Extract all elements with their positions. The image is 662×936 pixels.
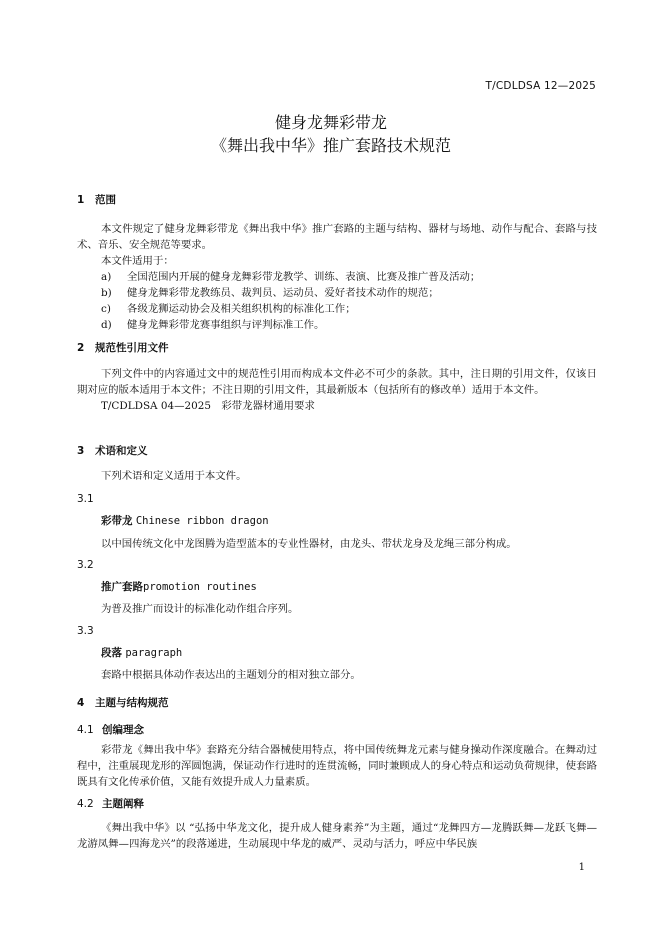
term-zh: 推广套路 xyxy=(101,581,143,593)
section-heading: 2 规范性引用文件 xyxy=(77,342,169,354)
section-1-body xyxy=(77,221,597,333)
paragraph: 彩带龙《舞出我中华》套路充分结合器械使用特点，将中国传统舞龙元素与健身操动作深度融合。在舞动过程中，注重展现龙形的浑圆饱满，保证动作行进时的连贯流畅，同时兼顾成人的身心特点和运动负荷规律，使套路既具有文化传承价值，又能有效提升成人力量素质。 xyxy=(77,744,597,788)
paragraph: 下列文件中的内容通过文中的规范性引用而构成本文件必不可少的条款。其中，注日期的引用文件，仅该日期对应的版本适用于本文件；不注日期的引用文件，其最新版本（包括所有的修改单）适用于本文件。 xyxy=(77,368,597,396)
section-heading: 1 范围 xyxy=(77,194,116,206)
term-3-2-def xyxy=(77,601,597,617)
reference-entry: T/CDLDSA 04—2025 彩带龙器材通用要求 xyxy=(101,400,315,412)
list-item: d) 健身龙舞彩带龙赛事组织与评判标准工作。 xyxy=(101,319,325,331)
standard-code: T/CDLDSA 12—2025 xyxy=(485,80,596,92)
section-heading: 4 主题与结构规范 xyxy=(77,697,169,709)
list-item: c) 各级龙狮运动协会及相关组织机构的标准化工作； xyxy=(101,303,356,315)
paragraph: 本文件规定了健身龙舞彩带龙《舞出我中华》推广套路的主题与结构、器材与场地、动作与配合、套路与技术、音乐、安全规范等要求。 xyxy=(77,223,597,251)
subsection-4-2-body xyxy=(77,820,597,852)
section-2 xyxy=(77,340,597,356)
subsection-heading: 4.1 创编理念 xyxy=(77,724,144,736)
term-3-1 xyxy=(77,491,597,507)
doc-title-line1: 健身龙舞彩带龙 xyxy=(274,113,387,132)
section-heading: 3 术语和定义 xyxy=(77,445,148,457)
paragraph: 本文件适用于： xyxy=(101,255,174,267)
clause-number: 3.1 xyxy=(77,493,94,505)
subsection-4-1-body xyxy=(77,742,597,790)
list-item: b) 健身龙舞彩带龙教练员、裁判员、运动员、爱好者技术动作的规范； xyxy=(101,287,439,299)
term-3-1-def xyxy=(77,536,597,552)
section-3-intro xyxy=(77,468,597,484)
subsection-4-2 xyxy=(77,796,597,812)
term-3-3-def xyxy=(77,667,597,683)
clause-number: 3.2 xyxy=(77,559,94,571)
term-en: promotion routines xyxy=(143,581,257,593)
paragraph: 《舞出我中华》以 “弘扬中华龙文化，提升成人健身素养”为主题，通过“龙舞四方—龙腾跃舞—龙跃飞舞—龙游凤舞—四海龙兴”的段落递进，生动展现中华龙的威严、灵动与活力，呼应中华民族 xyxy=(77,822,597,850)
term-zh: 彩带龙 xyxy=(101,515,133,527)
term-3-1-name xyxy=(77,513,597,529)
list-item: a) 全国范围内开展的健身龙舞彩带龙教学、训练、表演、比赛及推广普及活动； xyxy=(101,271,481,283)
term-3-3 xyxy=(77,623,597,639)
term-en: Chinese ribbon dragon xyxy=(135,515,269,527)
paragraph: 下列术语和定义适用于本文件。 xyxy=(101,470,247,482)
term-en: paragraph xyxy=(125,647,183,659)
subsection-4-1 xyxy=(77,722,597,738)
section-2-body xyxy=(77,366,597,414)
term-definition: 为普及推广而设计的标准化动作组合序列。 xyxy=(101,603,299,615)
term-definition: 套路中根据具体动作表达出的主题划分的相对独立部分。 xyxy=(101,669,361,681)
subsection-heading: 4.2 主题阐释 xyxy=(77,798,144,810)
term-3-2-name xyxy=(77,579,597,595)
term-3-3-name xyxy=(77,645,597,661)
term-zh: 段落 xyxy=(101,647,122,659)
section-4 xyxy=(77,695,597,711)
section-1 xyxy=(77,192,597,208)
clause-number: 3.3 xyxy=(77,625,94,637)
section-3 xyxy=(77,443,597,459)
page-number: 1 xyxy=(578,862,585,873)
term-3-2 xyxy=(77,557,597,573)
term-definition: 以中国传统文化中龙图腾为造型蓝本的专业性器材，由龙头、带状龙身及龙绳三部分构成。 xyxy=(101,538,517,550)
doc-title-line2: 《舞出我中华》推广套路技术规范 xyxy=(210,136,451,155)
